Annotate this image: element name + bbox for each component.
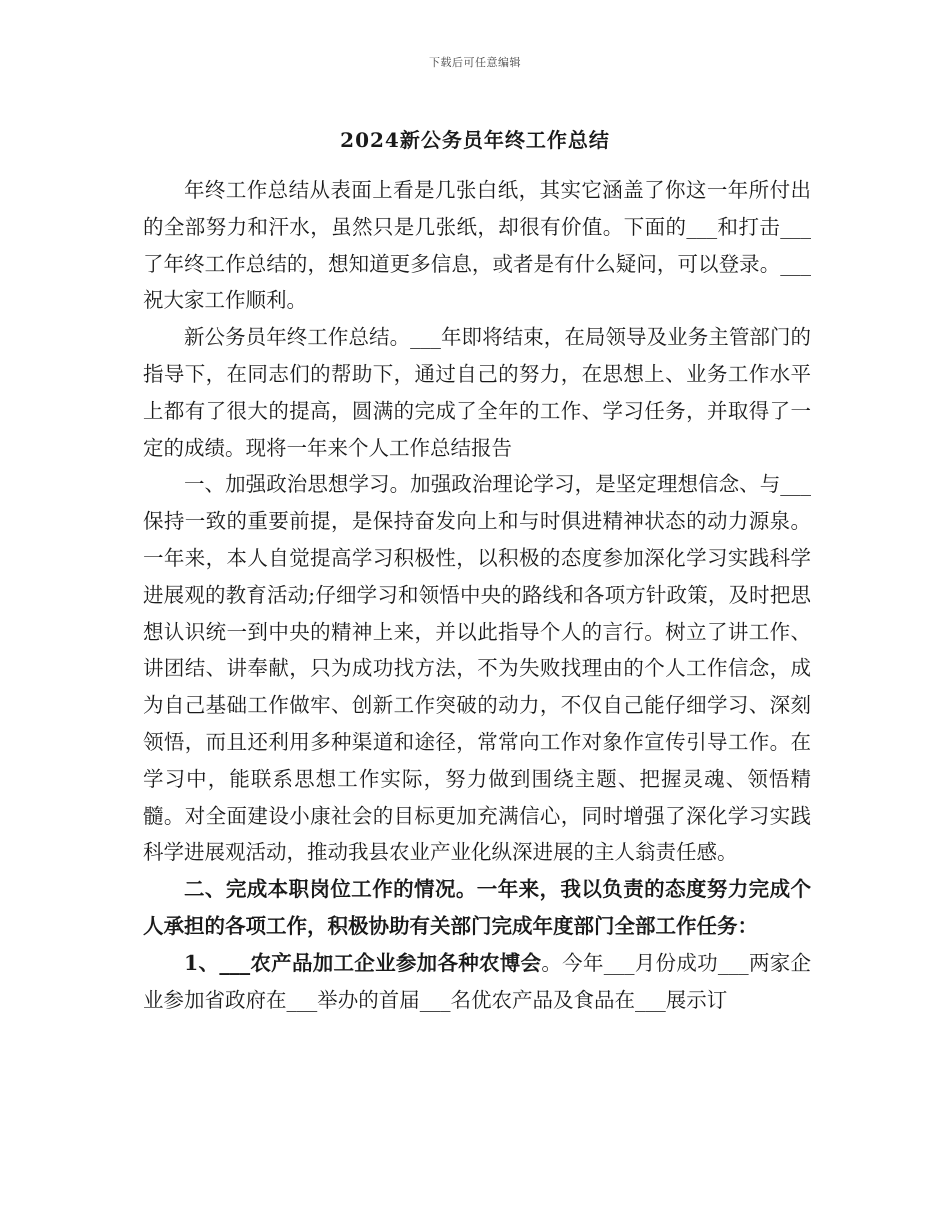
item-1-text: 。今年___月份成功___两家企业参加省政府在___举办的首届___名优农产品及食品在___展示订	[143, 950, 812, 1012]
document-body	[143, 172, 811, 1018]
item-1-heading: 1、___农产品加工企业参加各种农博会	[184, 950, 542, 975]
paragraph-intro: 年终工作总结从表面上看是几张白纸，其实它涵盖了你这一年所付出的全部努力和汗水，虽然只是几张纸，却很有价值。下面的___和打击___了年终工作总结的，想知道更多信息，或者是有什么疑问，可以登录。___祝大家工作顺利。	[143, 178, 811, 313]
paragraph-section-2: 二、完成本职岗位工作的情况。一年来，我以负责的态度努力完成个人承担的各项工作，积极协助有关部门完成年度部门全部工作任务：	[143, 877, 811, 938]
paragraph-section-1: 一、加强政治思想学习。加强政治理论学习，是坚定理想信念、与___保持一致的重要前提，是保持奋发向上和与时俱进精神状态的动力源泉。一年来，本人自觉提高学习积极性，以积极的态度参加深化学习实践科学进展观的教育活动;仔细学习和领悟中央的路线和各项方针政策，及时把思想认识统一到中央的精神上来，并以此指导个人的言行。树立了讲工作、讲团结、讲奉献，只为成功找方法，不为失败找理由的个人工作信念，成为自己基础工作做牢、创新工作突破的动力，不仅自己能仔细学习、深刻领悟，而且还利用多种渠道和途径，常常向工作对象作宣传引导工作。在学习中，能联系思想工作实际，努力做到围绕主题、把握灵魂、领悟精髓。对全面建设小康社会的目标更加充满信心，同时增强了深化学习实践科学进展观活动，推动我县农业产业化纵深进展的主人翁责任感。	[143, 472, 811, 865]
header-note: 下载后可任意编辑	[429, 56, 521, 69]
document-title: 2024新公务员年终工作总结	[340, 128, 610, 152]
paragraph-item-1	[143, 945, 811, 1019]
paragraph-summary: 新公务员年终工作总结。___年即将结束，在局领导及业务主管部门的指导下，在同志们的帮助下，通过自己的努力，在思想上、业务工作水平上都有了很大的提高，圆满的完成了全年的工作、学习任务，并取得了一定的成绩。现将一年来个人工作总结报告	[143, 325, 811, 460]
